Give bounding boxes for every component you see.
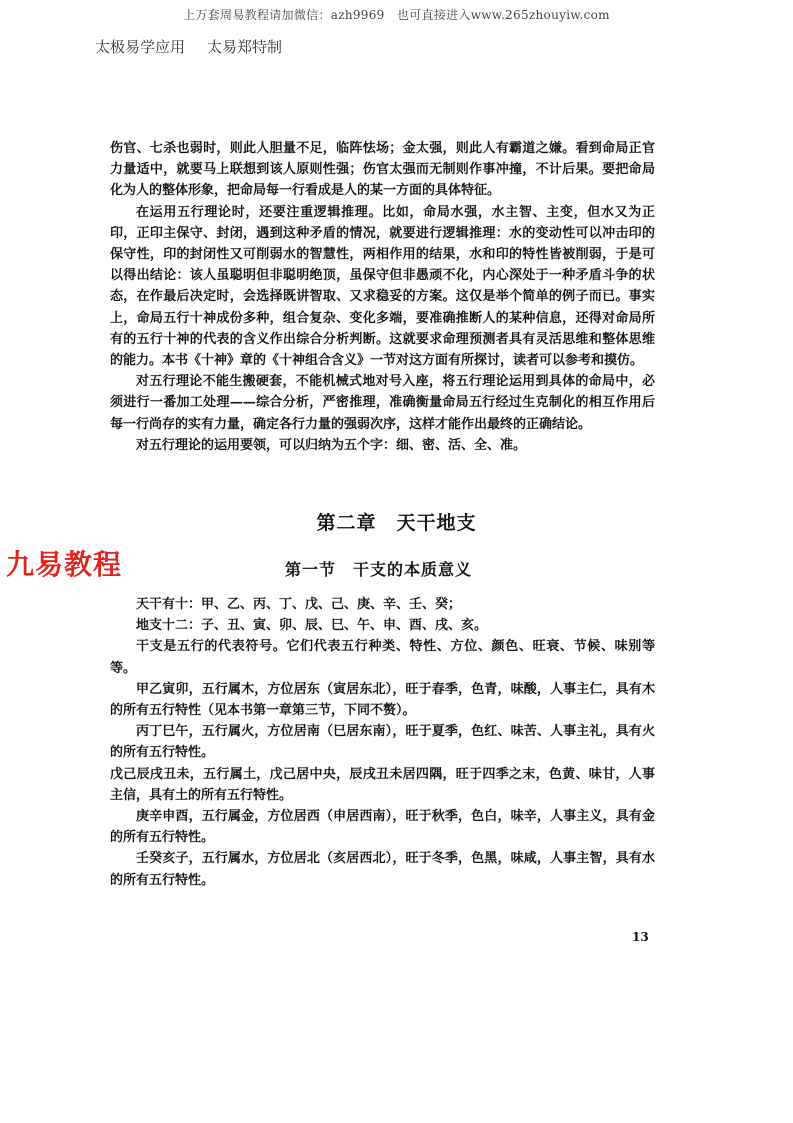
paragraph: 干支是五行的代表符号。它们代表五行种类、特性、方位、颜色、旺衰、节候、味别等等。 [110,639,655,676]
paragraph: 丙丁巳午，五行属火，方位居南（巳居东南），旺于夏季，色红、味苦、人事主礼，具有火的所有五行特性。 [110,724,655,761]
paragraph: 戊己辰戌丑未，五行属土，戊己居中央，辰戌丑未居四隅，旺于四季之末，色黄、味甘，人事主信，具有土的所有五行特性。 [110,766,655,803]
watermark-logo: 九易教程 [6,548,123,581]
body-text [110,138,655,456]
paragraph: 伤官、七杀也弱时，则此人胆量不足，临阵怯场；金太强，则此人有霸道之嫌。看到命局正官力量适中，就要马上联想到该人原则性强；伤官太强而无制则作事冲撞，不计后果。要把命局化为人的整体形象，把命局每一行看成是人的某一方面的具体特征。 [110,141,655,199]
page-number: 13 [632,930,649,944]
paragraph: 壬癸亥子，五行属水，方位居北（亥居西北），旺于冬季，色黑，味咸，人事主智，具有水的所有五行特性。 [110,851,655,888]
header-author: 太易郑特制 [207,38,283,56]
paragraph: 庚辛申酉，五行属金，方位居西（申居西南），旺于秋季，色白，味辛，人事主义，具有金的所有五行特性。 [110,809,655,846]
paragraph: 甲乙寅卯，五行属木，方位居东（寅居东北），旺于春季，色青，味酸，人事主仁，具有木的所有五行特性（见本书第一章第三节，下同不赘）。 [110,681,655,719]
chapter-title: 第二章 天干地支 [316,512,477,534]
paragraph: 对五行理论的运用要领，可以归纳为五个字：细、密、活、全、准。 [136,437,527,453]
running-header [95,36,282,57]
paragraph: 对五行理论不能生搬硬套，不能机械式地对号入座，将五行理论运用到具体的命局中，必须进行一番加工处理——综合分析，严密推理，准确衡量命局五行经过生克制化的相互作用后每一行尚存的实有力量，确定各行力量的强弱次序，这样才能作出最终的正确结论。 [110,374,655,432]
paragraph: 在运用五行理论时，还要注重逻辑推理。比如，命局水强，水主智、主变，但水又为正印，正印主保守、封闭，遇到这种矛盾的情况，就要进行逻辑推理：水的变动性可以冲击印的保守性，印的封闭性又可削弱水的智慧性，两相作用的结果，水和印的特性皆被削弱，于是可以得出结论：该人虽聪明但非聪明绝顶，虽保守但非愚顽不化，内心深处于一种矛盾斗争的状态，在作最后决定时，会选择既讲智取、又求稳妥的方案。这仅是举个简单的例子而已。事实上，命局五行十神成份多种，组合复杂、变化多端，要准确推断人的某种信息，还得对命局所有的五行十神的代表的含义作出综合分析判断。这就要求命理预测者具有灵活思维和整体思维的能力。本书《十神》章的《十神组合含义》一节对这方面有所探讨，读者可以参考和摸仿。 [110,204,655,369]
paragraph: 地支十二：子、丑、寅、卯、辰、巳、午、申、酉、戌、亥。 [136,618,488,634]
section-title: 第一节 干支的本质意义 [284,560,472,579]
book-title: 太极易学应用 [95,38,186,56]
top-banner: 上万套周易教程请加微信：azh9969 也可直接进入www.265zhouyiw.com [183,8,610,22]
section-text [110,594,655,891]
paragraph: 天干有十：甲、乙、丙、丁、戊、己、庚、辛、壬、癸； [136,597,462,612]
